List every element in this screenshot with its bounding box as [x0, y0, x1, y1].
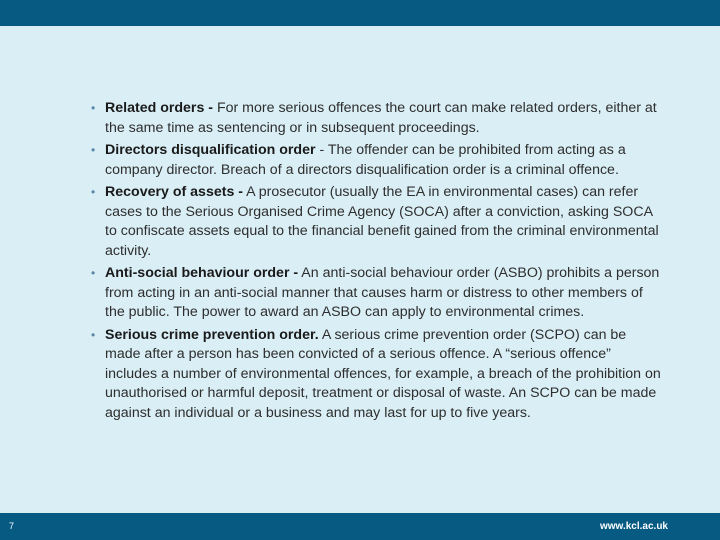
bullet-term: Serious crime prevention order.: [105, 326, 319, 343]
bullet-term: Related orders -: [105, 100, 214, 116]
bullet-term: Anti-social behaviour order -: [105, 265, 299, 281]
footer-bar: [0, 513, 720, 540]
header-bar: [0, 0, 720, 26]
bullet-list: [105, 99, 665, 426]
bullet-text: A serious crime prevention order (SCPO) can be made after a person has been convicted of a serious offence. A “serious offence” includes a number of environmental offences, for example, a breach of the prohibition on unauthorised or harmful deposit, treatment or disposal of waste. An SCPO can be made against an individual or a business and may last for up to five years.: [105, 326, 661, 421]
bullet-directors-disqualification: [105, 141, 665, 180]
site-url[interactable]: www.kcl.ac.uk: [600, 521, 668, 532]
page-number: 7: [9, 521, 15, 531]
bullet-text: An anti-social behaviour order (ASBO) prohibits a person from acting in an anti-social manner that causes harm or distress to other members of the public. The power to award an ASBO can apply to environmental crimes.: [105, 265, 660, 320]
bullet-recovery-of-assets: [105, 183, 665, 261]
bullet-text: For more serious offences the court can make related orders, either at the same time as sentencing or in subsequent proceedings.: [105, 100, 657, 136]
bullet-related-orders: [105, 99, 665, 138]
bullet-anti-social-behaviour: [105, 264, 665, 323]
bullet-text: - The offender can be prohibited from acting as a company director. Breach of a directors disqualification order is a criminal offence.: [105, 142, 626, 178]
bullet-text: A prosecutor (usually the EA in environmental cases) can refer cases to the Serious Organised Crime Agency (SOCA) after a conviction, asking SOCA to confiscate assets equal to the financial benefit gained from the criminal environmental activity.: [105, 184, 659, 259]
bullet-term: Directors disqualification order: [105, 142, 316, 158]
bullet-term: Recovery of assets -: [105, 184, 244, 200]
bullet-serious-crime-prevention: [105, 326, 665, 424]
